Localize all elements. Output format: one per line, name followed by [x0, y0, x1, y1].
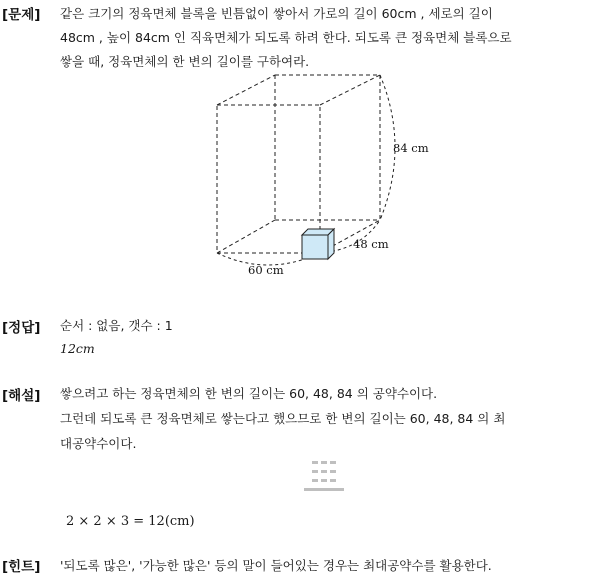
answer-line-2: 12cm	[60, 341, 95, 356]
small-cube-icon	[302, 229, 334, 259]
problem-line-3: 쌓을 때, 정육면체의 한 변의 길이를 구하여라.	[60, 54, 310, 69]
explanation-line-2: 그런데 되도록 큰 정육면체로 쌓는다고 했으므로 한 변의 길이는 60, 48, 84 의 최	[60, 411, 506, 426]
explanation-line-1: 쌓으려고 하는 정육면체의 한 변의 길이는 60, 48, 84 의 공약수이다.	[60, 386, 438, 401]
problem-label: [문제]	[2, 7, 41, 23]
explanation-result: 2 × 2 × 3 = 12(cm)	[66, 514, 195, 529]
gcd-division-figure	[300, 458, 348, 500]
explanation-line-3: 대공약수이다.	[60, 436, 137, 451]
cuboid-front-face	[217, 105, 320, 253]
width-label: 60 cm	[248, 263, 284, 277]
problem-line-2: 48cm , 높이 84cm 인 직육면체가 되도록 하려 한다. 되도록 큰 정육면체 블록으로	[60, 30, 512, 45]
hint-text: '되도록 많은', '가능한 많은' 등의 말이 들어있는 경우는 최대공약수를 활용한다.	[60, 558, 492, 573]
answer-line-1: 순서 : 없음, 갯수 : 1	[60, 318, 173, 333]
depth-label: 48 cm	[353, 237, 389, 251]
answer-label: [정답]	[2, 320, 41, 336]
height-label: 84 cm	[393, 141, 429, 155]
hint-label: [힌트]	[2, 559, 41, 575]
cuboid-figure	[200, 72, 440, 284]
problem-line-1: 같은 크기의 정육면체 블록을 빈틈없이 쌓아서 가로의 길이 60cm , 세로의 길이	[60, 6, 493, 21]
explanation-label: [해설]	[2, 388, 41, 404]
